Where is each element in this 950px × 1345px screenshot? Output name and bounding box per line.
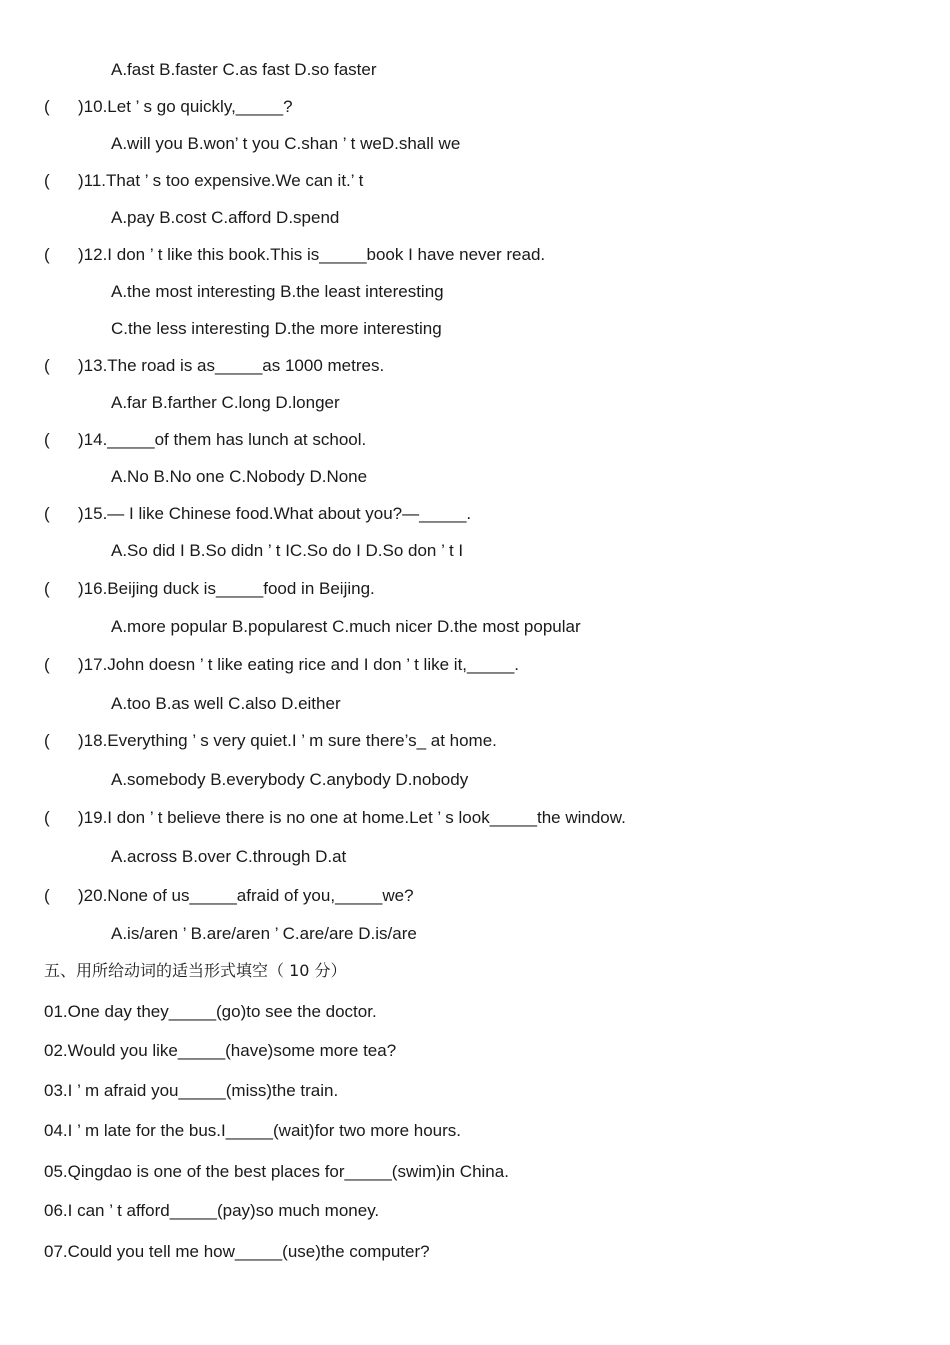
answer-options: A.far B.farther C.long D.longer bbox=[111, 393, 340, 412]
answer-options: A.across B.over C.through D.at bbox=[111, 847, 347, 866]
answer-options: A.somebody B.everybody C.anybody D.nobody bbox=[111, 770, 469, 789]
answer-bracket: ( bbox=[44, 430, 50, 449]
answer-options: A.So did I B.So didn ’ t IC.So do I D.So don ’ t I bbox=[111, 541, 464, 560]
question-line bbox=[44, 97, 293, 117]
question-text: )17.John doesn ’ t like eating rice and I don ’ t like it,_____. bbox=[78, 655, 520, 674]
answer-options: A.is/aren ’ B.are/aren ’ C.are/are D.is/are bbox=[111, 924, 417, 943]
answer-bracket: ( bbox=[44, 245, 50, 264]
question-line bbox=[44, 356, 384, 376]
answer-bracket: ( bbox=[44, 356, 50, 375]
answer-options: A.will you B.won’ t you C.shan ’ t weD.shall we bbox=[111, 134, 461, 153]
answer-options: A.No B.No one C.Nobody D.None bbox=[111, 467, 368, 486]
answer-options: A.too B.as well C.also D.either bbox=[111, 694, 341, 713]
fill-in-item: 02.Would you like_____(have)some more tea? bbox=[44, 1041, 397, 1060]
question-text: )10.Let ’ s go quickly,_____? bbox=[78, 97, 293, 116]
question-text: )16.Beijing duck is_____food in Beijing. bbox=[78, 579, 375, 598]
question-line bbox=[44, 731, 497, 751]
question-line bbox=[44, 655, 519, 675]
question-text: )11.That ’ s too expensive.We can it.’ t bbox=[78, 171, 364, 190]
answer-bracket: ( bbox=[44, 808, 50, 827]
answer-bracket: ( bbox=[44, 731, 50, 750]
answer-bracket: ( bbox=[44, 171, 50, 190]
question-text: )12.I don ’ t like this book.This is_____book I have never read. bbox=[78, 245, 546, 264]
question-text: )14._____of them has lunch at school. bbox=[78, 430, 367, 449]
answer-bracket: ( bbox=[44, 579, 50, 598]
fill-in-item: 01.One day they_____(go)to see the doctor. bbox=[44, 1002, 377, 1021]
answer-options: A.the most interesting B.the least interesting bbox=[111, 282, 444, 301]
question-text: )13.The road is as_____as 1000 metres. bbox=[78, 356, 385, 375]
answer-options: A.pay B.cost C.afford D.spend bbox=[111, 208, 340, 227]
question-line bbox=[44, 579, 375, 599]
answer-bracket: ( bbox=[44, 655, 50, 674]
question-text: )20.None of us_____afraid of you,_____we? bbox=[78, 886, 414, 905]
question-line bbox=[44, 808, 626, 828]
question-text: )15.— I like Chinese food.What about you?—_____. bbox=[78, 504, 472, 523]
question-line bbox=[44, 504, 471, 524]
answer-bracket: ( bbox=[44, 886, 50, 905]
fill-in-item: 04.I ’ m late for the bus.I_____(wait)for two more hours. bbox=[44, 1121, 462, 1140]
fill-in-item: 03.I ’ m afraid you_____(miss)the train. bbox=[44, 1081, 339, 1100]
question-text: )19.I don ’ t believe there is no one at home.Let ’ s look_____the window. bbox=[78, 808, 626, 827]
fill-in-item: 06.I can ’ t afford_____(pay)so much money. bbox=[44, 1201, 380, 1220]
answer-options: C.the less interesting D.the more interesting bbox=[111, 319, 442, 338]
question-line bbox=[44, 886, 414, 906]
answer-bracket: ( bbox=[44, 504, 50, 523]
answer-bracket: ( bbox=[44, 97, 50, 116]
question-text: )18.Everything ’ s very quiet.I ’ m sure there’s_ at home. bbox=[78, 731, 497, 750]
question-line bbox=[44, 171, 363, 191]
question-line bbox=[44, 245, 545, 265]
question-line bbox=[44, 430, 366, 450]
answer-options: A.more popular B.popularest C.much nicer D.the most popular bbox=[111, 617, 581, 636]
fill-in-item: 05.Qingdao is one of the best places for_____(swim)in China. bbox=[44, 1162, 509, 1181]
answer-options: A.fast B.faster C.as fast D.so faster bbox=[111, 60, 377, 79]
section-heading: 五、用所给动词的适当形式填空（ 10 分） bbox=[44, 961, 347, 980]
fill-in-item: 07.Could you tell me how_____(use)the computer? bbox=[44, 1242, 430, 1261]
